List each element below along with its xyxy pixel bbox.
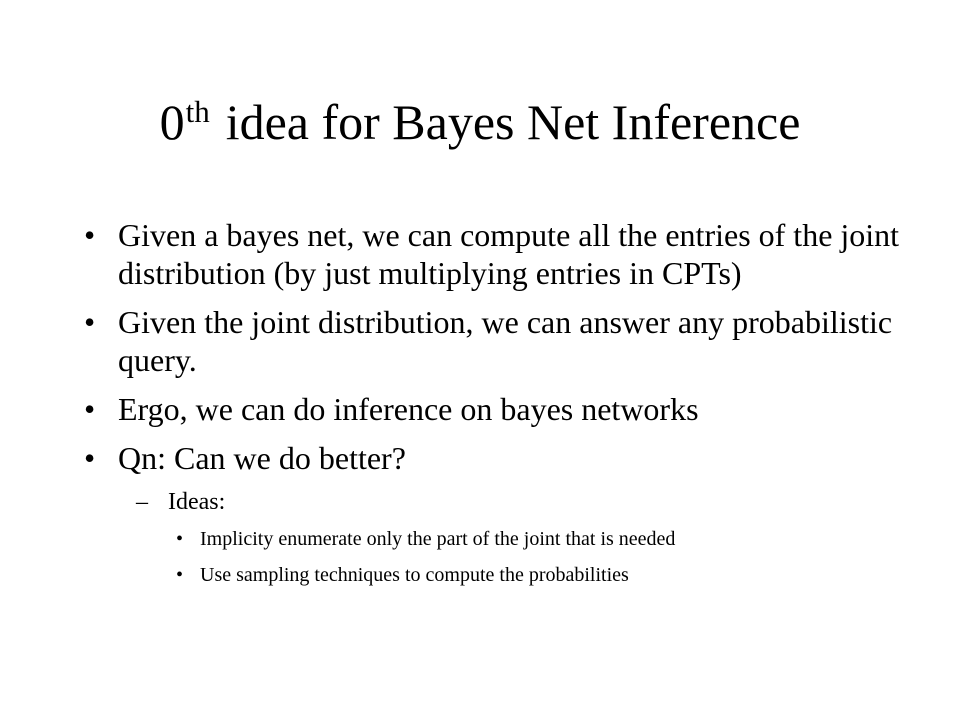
sub-sub-bullet-text: Implicity enumerate only the part of the joint that is needed	[200, 528, 676, 550]
bullet-text: Given the joint distribution, we can answer any probabilistic query.	[118, 304, 893, 378]
bullet-text: Ergo, we can do inference on bayes networks	[118, 391, 699, 427]
slide-body	[84, 216, 904, 599]
sub-bullet-item	[136, 488, 904, 517]
title-number: 0	[159, 94, 185, 150]
bullet-marker: •	[84, 217, 96, 253]
bullet-marker: •	[176, 564, 184, 586]
bullet-item	[84, 303, 904, 379]
sub-bullet-text: Ideas:	[168, 489, 226, 515]
bullet-marker: •	[84, 440, 96, 476]
bullet-marker: •	[84, 391, 96, 427]
bullet-item	[84, 439, 904, 477]
bullet-text: Qn: Can we do better?	[118, 440, 406, 476]
bullet-item	[84, 216, 904, 292]
bullet-text: Given a bayes net, we can compute all the entries of the joint distribution (by just multiplying entries in CPTs)	[118, 217, 900, 291]
bullet-marker: •	[84, 304, 96, 340]
bullet-item	[84, 390, 904, 428]
title-text: idea for Bayes Net Inference	[225, 94, 801, 150]
sub-sub-bullet-item	[176, 527, 904, 552]
slide-title	[0, 92, 960, 159]
sub-sub-bullet-text: Use sampling techniques to compute the probabilities	[200, 564, 629, 586]
title-superscript: th	[185, 94, 210, 129]
dash-marker: –	[136, 489, 148, 515]
bullet-marker: •	[176, 528, 184, 550]
sub-sub-bullet-item	[176, 563, 904, 588]
